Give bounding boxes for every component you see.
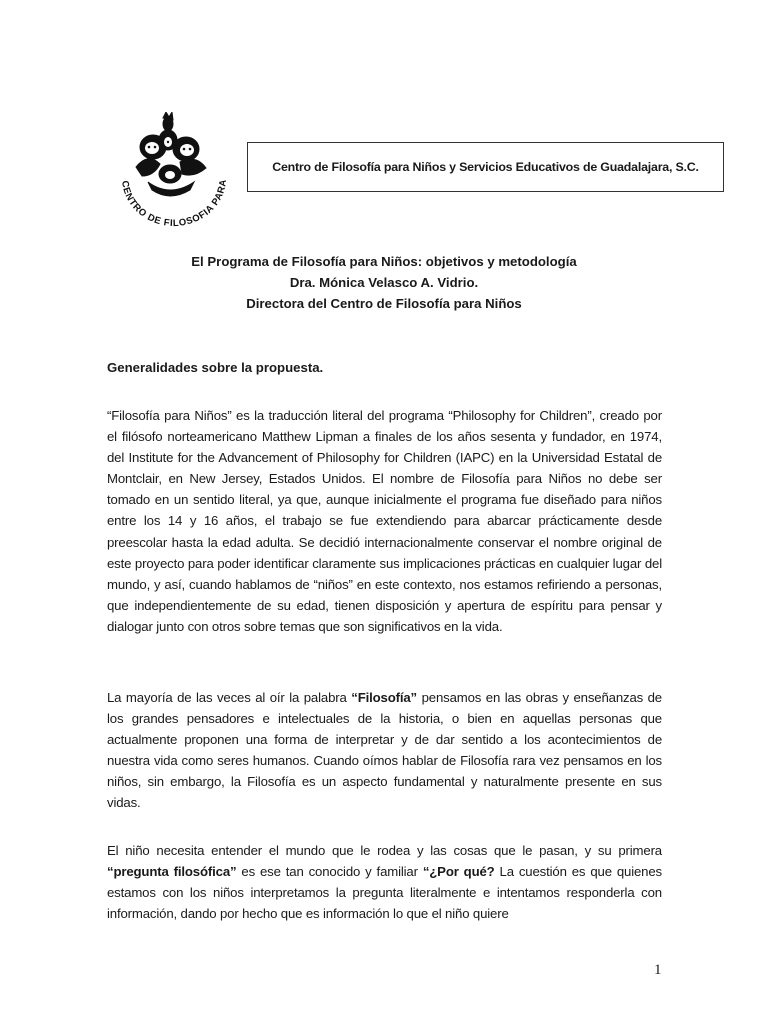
paragraph-2 xyxy=(107,687,662,814)
document-author-role: Directora del Centro de Filosofía para Niños xyxy=(246,296,522,311)
paragraph-3-text-a: El niño necesita entender el mundo que le rodea y las cosas que le pasan, y su primera xyxy=(107,843,662,858)
paragraph-3 xyxy=(107,840,662,924)
organization-logo xyxy=(108,112,236,232)
document-title: El Programa de Filosofía para Niños: objetivos y metodología xyxy=(191,254,577,269)
document-author: Dra. Mónica Velasco A. Vidrio. xyxy=(289,275,479,290)
document-heading xyxy=(100,251,668,314)
page-number: 1 xyxy=(654,962,662,978)
section-title: Generalidades sobre la propuesta. xyxy=(107,360,324,375)
paragraph-2-text-a: La mayoría de las veces al oír la palabra xyxy=(107,690,352,705)
paragraph-2-emphasis: “Filosofía” xyxy=(351,690,418,705)
paragraph-1: “Filosofía para Niños” es la traducción literal del programa “Philosophy for Children”, creado por el filósofo norteamericano Matthew Lipman a finales de los años sesenta y fundador, en 1974, del Institute for the Advancement of Philosophy for Children (IAPC) en la Universidad Estatal de Montclair, en New Jersey, Estados Unidos. El nombre de Filosofía para Niños no debe ser tomado en un sentido literal, ya que, aunque inicialmente el programa fue diseñado para niños entre los 14 y 16 años, el trabajo se fue extendiendo para abarcar prácticamente desde preescolar hasta la edad adulta. Se decidió internacionalmente conservar el nombre original de este proyecto para poder identificar claramente sus implicaciones prácticas en cualquier lugar del mundo, y así, cuando hablamos de “niños” en este contexto, nos estamos refiriendo a personas, que independientemente de su edad, tienen disposición y apertura de espíritu para pensar y dialogar junto con otros sobre temas que son significativos en la vida. xyxy=(107,408,662,634)
logo-illustration-icon xyxy=(108,112,236,232)
paragraph-3-text-c: La cuestión es que quienes estamos con los niños interpretamos la pregunta literalmente e intentamos responderla con información, dando por hecho que es información lo que el niño quiere xyxy=(107,864,662,922)
organization-header-box xyxy=(247,142,724,192)
organization-name: Centro de Filosofía para Niños y Servicios Educativos de Guadalajara, S.C. xyxy=(272,160,699,174)
logo-text: CENTRO DE FILOSOFIA PARA xyxy=(118,178,230,230)
paragraph-2-text-b: pensamos en las obras y enseñanzas de los grandes pensadores e intelectuales de la historia, o bien en aquellas personas que actualmente proponen una forma de interpretar y de dar sentido a los acontecimientos de nuestra vida como seres humanos. Cuando oímos hablar de Filosofía rara vez pensamos en los niños, sin embargo, la Filosofía es un aspecto fundamental y naturalmente presente en sus vidas. xyxy=(107,690,662,811)
paragraph-3-text-b: es ese tan conocido y familiar xyxy=(236,864,423,880)
paragraph-3-emphasis-1: “pregunta filosófica” xyxy=(107,864,237,880)
paragraph-3-emphasis-2: “¿Por qué? xyxy=(422,864,495,880)
